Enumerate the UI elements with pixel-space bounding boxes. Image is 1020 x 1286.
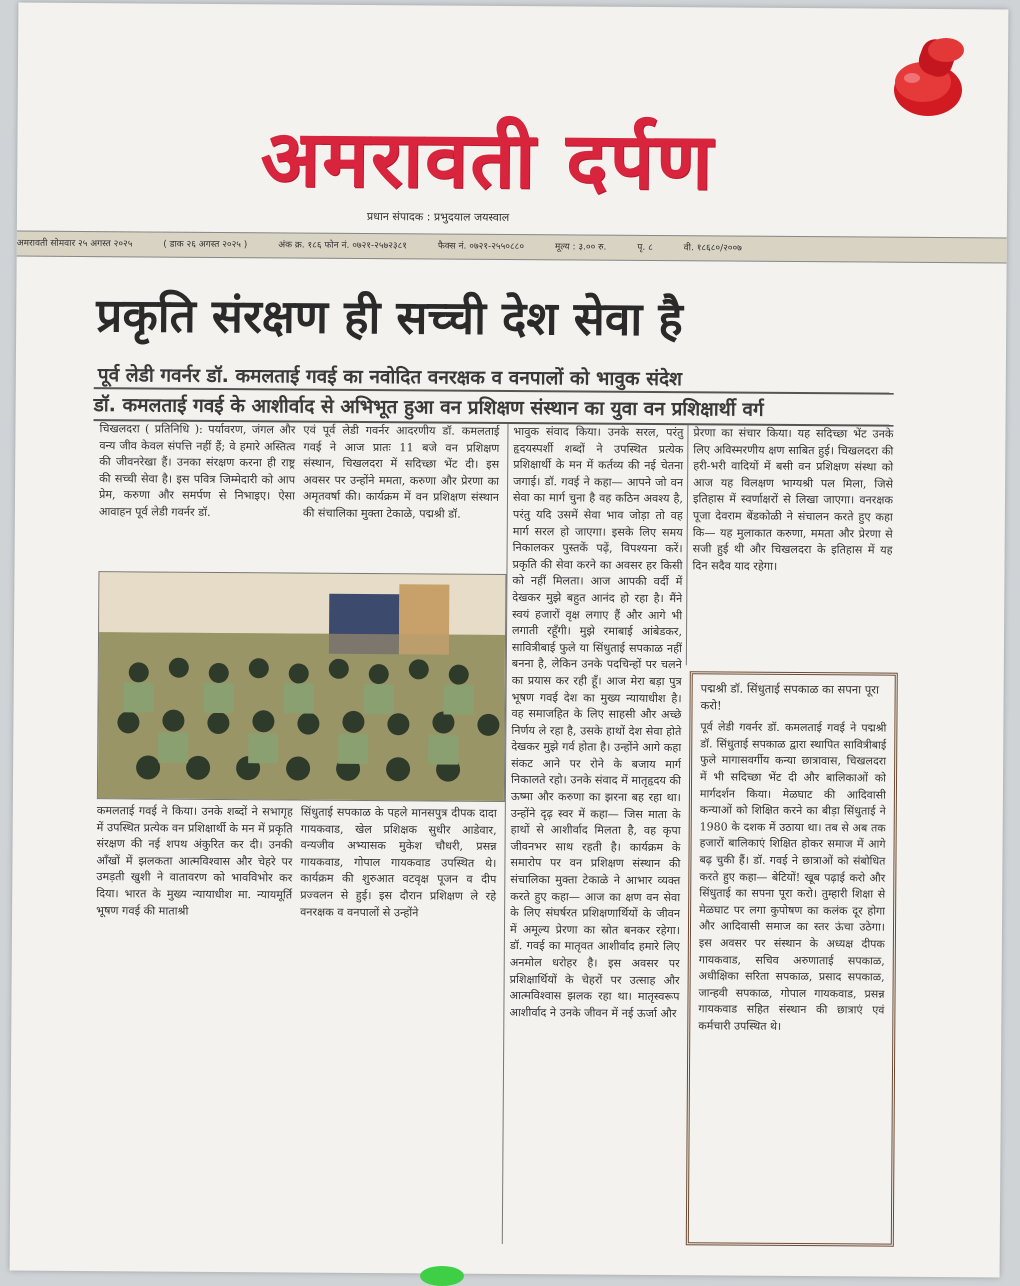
page-count: पृ. ८ (637, 242, 653, 253)
article-column-4-top: प्रेरणा का संचार किया। यह सदिच्छा भेंट उनके लिए अविस्मरणीय क्षण साबित हुई। चिखलदरा की हरी-भरी वादियों में बसी वन प्रशिक्षण संस्था को आज यह विलक्षण भाग्यश्री पल मिला, जिसे इतिहास में स्वर्णाक्षरों से लिखा जाएगा। वनरक्षक पूजा देवराम बेंडकोळी ने संचालन करते हुए कहा कि— यह मुलाकात करुणा, ममता और प्रेरणा से सजी हुई थी और चिखलदरा के इतिहास में यह दिन सदैव याद रहेगा। (692, 426, 894, 573)
article-column-1-bottom: कमलताई गवई ने किया। उनके शब्दों ने सभागृह में उपस्थित प्रत्येक वन प्रशिक्षार्थी के मन में प्रकृति संरक्षण की नई शपथ अंकुरित कर दी। उनकी आँखों में झलकता आत्मविश्वास और चेहरे पर उमड़ती खुशी ने वातावरण को भावविभोर कर दिया। भारत के मुख्य न्यायाधीश मा. न्यायमूर्ति भूषण गवई की माताश्री (96, 804, 293, 918)
newspaper-clipping (10, 3, 1009, 1278)
registration-number: वी. १८६८०/२००७ (683, 243, 742, 254)
editor-line: प्रधान संपादक : प्रभुदयाल जयस्वाल (366, 209, 510, 224)
sidebar-box-body: पूर्व लेडी गवर्नर डॉ. कमलताई गवई ने पद्मश्री डॉ. सिंधुताई सपकाळ द्वारा स्थापित सावित्रीबाई फुले मागासवर्गीय कन्या छात्रावास, चिखलदरा में भी सदिच्छा भेंट दी और बालिकाओं को मार्गदर्शन किया। मेळघाट की आदिवासी कन्याओं को शिक्षित करने का बीड़ा सिंधुताई ने 1980 के दशक में उठाया था। तब से अब तक हजारों बालिकाएं शिक्षित होकर समाज में आगे बढ़ चुकी हैं। डॉ. गवई ने छात्राओं को संबोधित करते हुए कहा— बेटियों! खूब पढ़ाई करो और सिंधुताई का सपना पूरा करो। तुम्हारी शिक्षा से मेळघाट पर लगा कुपोषण का कलंक दूर होगा और आदिवासी समाज का स्तर ऊंचा उठेगा। इस अवसर पर संस्थान के अध्यक्ष दीपक गायकवाड, सचिव अरुणाताई सपकाळ, अधीक्षिका सरिता सपकाळ, प्रसाद सपकाळ, जान्हवी सपकाळ, गोपाल गायकवाड, प्रसन्न गायकवाड सहित संस्थान की छात्राएं एवं कर्मचारी उपस्थित थे। (698, 720, 887, 1033)
green-marker (420, 1266, 464, 1286)
column-divider (686, 425, 689, 665)
issue-date: अमरावती सोमवार २५ अगस्त २०२५ (16, 238, 133, 250)
article-column-2-top: एवं पूर्व लेडी गवर्नर आदरणीय डॉ. कमलताई गवई ने आज प्रातः 11 बजे वन प्रशिक्षण संस्थान, चिखलदरा में सदिच्छा भेंट दी। इस अवसर पर उन्होंने ममता, करुणा और प्रेरणा का अमृतवर्षा की। कार्यक्रम में वन प्रशिक्षण संस्थान की संचालिका मुक्ता टेकाळे, पद्मश्री डॉ. (302, 423, 500, 521)
article-column-2-bottom: सिंधुताई सपकाळ के पहले मानसपुत्र दीपक दादा गायकवाड, खेल प्रशिक्षक सुधीर आडेवार, वन्यजीव अभ्यासक मुकेश चौधरी, प्रसन्न गायकवाड, गोपाल गायकवाड उपस्थित थे। कार्यक्रम की शुरुआत वटवृक्ष पूजन व दीप प्रज्वलन से हुई। इस दौरान प्रशिक्षण ले रहे वनरक्षक व वनपालों से उन्होंने (300, 805, 497, 919)
column-divider (502, 424, 509, 1244)
article-headline: प्रकृति संरक्षण ही सच्ची देश सेवा है (96, 288, 683, 347)
sidebar-box (686, 671, 898, 1246)
issue-number-phone: अंक क्र. १८६ फोन नं. ०७२१-२५७२३८१ (278, 240, 407, 252)
article-subheadline: पूर्व लेडी गवर्नर डॉ. कमलताई गवई का नवोदित वनरक्षक व वनपालों को भावुक संदेश (97, 364, 683, 391)
sidebar-box-title: पद्मश्री डॉ. सिंधुताई सपकाळ का सपना पूरा करो! (700, 681, 880, 713)
article-column-3: भावुक संवाद किया। उनके सरल, परंतु हृदयस्पर्शी शब्दों ने उपस्थित प्रत्येक प्रशिक्षार्थी के मन में कर्तव्य की नई चेतना जगाई। डॉ. गवई ने कहा— आपने जो वन सेवा का मार्ग चुना है वह कठिन अवश्य है, परंतु यदि उसमें सेवा भाव जोड़ा तो वह मार्ग सरल हो जाएगा। इसके लिए समय निकालकर पुस्तकें पढ़ें, विपश्यना करें। प्रकृति की सेवा करने का अवसर हर किसी को नहीं मिलता। आज आपकी वर्दी में देखकर मुझे बहुत आनंद हो रहा है। मैंने स्वयं हजारों वृक्ष लगाए हैं और आगे भी लगाती रहूँगी। मुझे रमाबाई आंबेडकर, सावित्रीबाई फुले या सिंधुताई सपकाळ नहीं बनना है, लेकिन उनके पदचिन्हों पर चलने का प्रयास कर रही हूँ। आज मेरा बड़ा पुत्र भूषण गवई देश का मुख्य न्यायाधीश है। वह समाजहित के लिए साहसी और अच्छे निर्णय ले रहा है, उसके हाथों देश सेवा होते देखकर मुझे गर्व होता है। उन्होंने आगे कहा संकट आने पर रोने के बजाय मार्ग निकालते रहो। उनके संवाद में मातृहृदय की ऊष्मा और करुणा का झरना बह रहा था। उन्होंने दृढ़ स्वर में कहा— जिस माता के हाथों से आशीर्वाद मिलता है, वह कृपा जीवनभर साथ रहती है। कार्यक्रम के समारोप पर वन प्रशिक्षण संस्थान की संचालिका मुक्ता टेकाळे ने आभार व्यक्त करते हुए कहा— आज का क्षण वन सेवा के लिए संघर्षरत प्रशिक्षणार्थियों के जीवन में अमूल्य प्रेरणा का स्रोत बनकर रहेगा। डॉ. गवई का मातृवत आशीर्वाद हमारे लिए अनमोल धरोहर है। इस अवसर पर प्रशिक्षार्थियों के चेहरों पर उत्साह और आत्मविश्वास झलक रहा था। मातृस्वरूप आशीर्वाद ने उनके जीवन में नई ऊर्जा और (509, 425, 684, 1020)
fax-number: फैक्स नं. ०७२१-२५५०८८० (437, 241, 525, 253)
article-column-1-top: चिखलदरा ( प्रतिनिधि ): पर्यावरण, जंगल और वन्य जीव केवल संपत्ति नहीं हैं; वे हमारे अस्तित्व की जीवनरेखा हैं। उनका संरक्षण करना ही राष्ट्र की सच्ची सेवा है। इस पवित्र जिम्मेदारी को आप प्रेम, करुणा और समर्पण से निभाइए। ऐसा आवाहन पूर्व लेडी गवर्नर डॉ. (98, 422, 296, 519)
article-second-subheadline: डॉ. कमलताई गवई के आशीर्वाद से अभिभूत हुआ वन प्रशिक्षण संस्थान का युवा वन प्रशिक्षार्थी वर्ग (94, 387, 894, 427)
issue-info-bar (17, 231, 1007, 264)
postal-date: ( डाक २६ अगस्त २०२५ ) (163, 239, 248, 251)
group-photo (97, 571, 507, 802)
price: मूल्य : ३.०० रु. (554, 242, 607, 253)
push-pin-icon (868, 30, 978, 140)
newspaper-masthead: अमरावती दर्पण (260, 114, 715, 208)
